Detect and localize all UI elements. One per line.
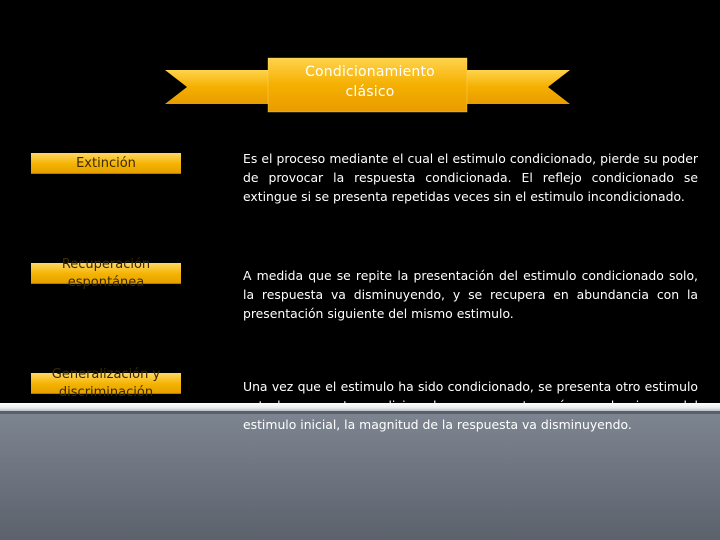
divider-shadow	[0, 411, 720, 414]
label-generalizacion: Generalización y discriminación	[51, 367, 161, 400]
divider-bar	[0, 403, 720, 411]
label-recuperacion: Recuperación espontánea	[61, 257, 151, 290]
banner-title: Condicionamiento clásico	[305, 64, 435, 100]
description-recuperacion: A medida que se repite la presentación del estimulo condicionado solo, la respuesta va disminuyendo, y se recupera en abundancia con la presentación siguiente del mismo estimulo.	[243, 268, 698, 321]
description-extincion: Es el proceso mediante el cual el estimulo condicionado, pierde su poder de provocar la respuesta condicionada. El reflejo condicionado se extingue si se presenta repetidas veces sin el estimulo incondicionado.	[243, 151, 698, 204]
ribbon-right-tail	[460, 70, 570, 104]
ribbon-left-tail	[165, 70, 275, 104]
label-extincion: Extinción	[76, 156, 136, 171]
description-generalizacion: Una vez que el estimulo ha sido condicionado, se presenta otro estimulo estimulo inicial, la magnitud de la respuesta va disminuyendo.	[243, 379, 698, 432]
